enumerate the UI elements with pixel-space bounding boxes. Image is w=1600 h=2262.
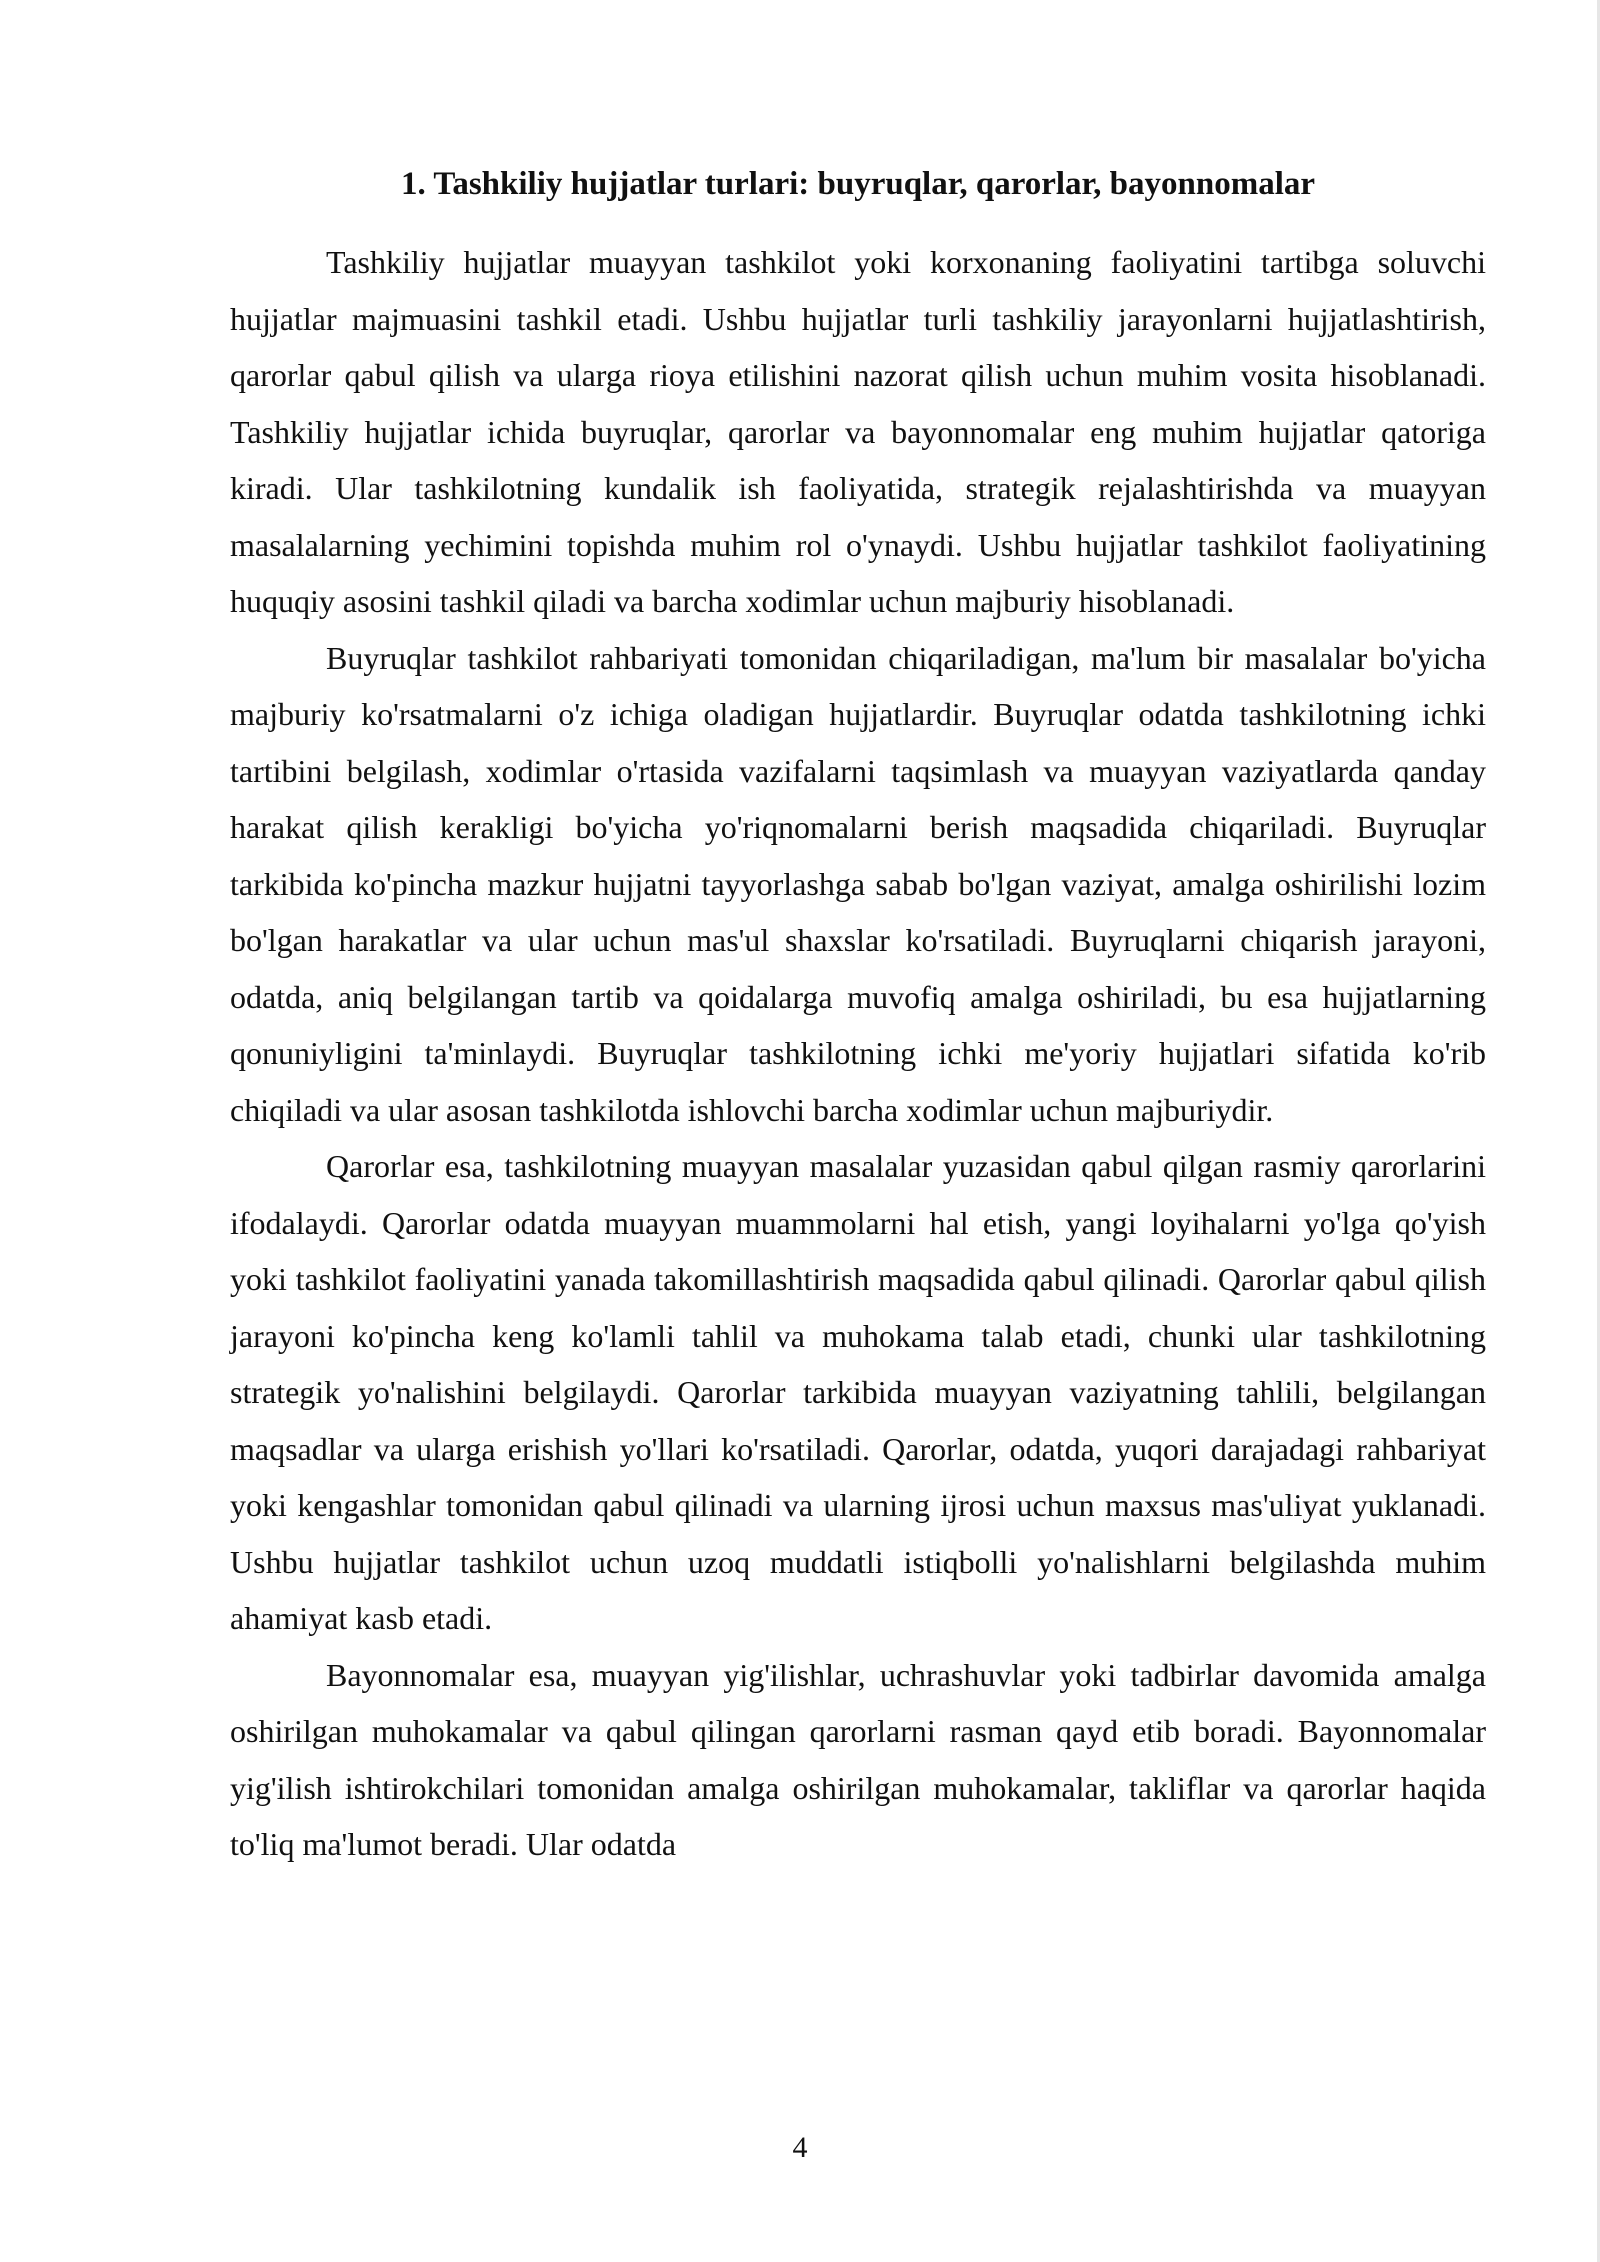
- page-number: 4: [792, 2131, 808, 2164]
- paragraph-qarorlar: Qarorlar esa, tashkilotning muayyan masalalar yuzasidan qabul qilgan rasmiy qarorlarini ifodalaydi. Qarorlar odatda muayyan muammolarni hal etish, yangi loyihalarni yo'lga qo'yish yoki tashkilot faoliyatini yanada takomillashtirish maqsadida qabul qilinadi. Qarorlar qabul qilish jarayoni ko'pincha keng ko'lamli tahlil va muhokama talab etadi, chunki ular tashkilotning strategik yo'nalishini belgilaydi. Qarorlar tarkibida muayyan vaziyatning tahlili, belgilangan maqsadlar va ularga erishish yo'llari ko'rsatiladi. Qarorlar, odatda, yuqori darajadagi rahbariyat yoki kengashlar tomonidan qabul qilinadi va ularning ijrosi uchun maxsus mas'uliyat yuklanadi. Ushbu hujjatlar tashkilot uchun uzoq muddatli istiqbolli yo'nalishlarni belgilashda muhim ahamiyat kasb etadi.: [230, 1148, 1486, 1636]
- paragraph-intro: Tashkiliy hujjatlar muayyan tashkilot yoki korxonaning faoliyatini tartibga soluvchi hujjatlar majmuasini tashkil etadi. Ushbu hujjatlar turli tashkiliy jarayonlarni hujjatlashtirish, qarorlar qabul qilish va ularga rioya etilishini nazorat qilish uchun muhim vosita hisoblanadi. Tashkiliy hujjatlar ichida buyruqlar, qarorlar va bayonnomalar eng muhim hujjatlar qatoriga kiradi. Ular tashkilotning kundalik ish faoliyatida, strategik rejalashtirishda va muayyan masalalarning yechimini topishda muhim rol o'ynaydi. Ushbu hujjatlar tashkilot faoliyatining huquqiy asosini tashkil qiladi va barcha xodimlar uchun majburiy hisoblanadi.: [230, 244, 1486, 619]
- section-heading: 1. Tashkiliy hujjatlar turlari: buyruqlar, qarorlar, bayonnomalar: [400, 166, 1316, 202]
- page-content: [230, 160, 1486, 1873]
- paragraph-bayonnomalar: Bayonnomalar esa, muayyan yig'ilishlar, uchrashuvlar yoki tadbirlar davomida amalga oshirilgan muhokamalar va qabul qilingan qarorlarni rasman qayd etib boradi. Bayonnomalar yig'ilish ishtirokchilari tomonidan amalga oshirilgan muhokamalar, takliflar va qarorlar haqida to'liq ma'lumot beradi. Ular odatda: [230, 1656, 1486, 1862]
- paragraph-buyruqlar: Buyruqlar tashkilot rahbariyati tomonidan chiqariladigan, ma'lum bir masalalar bo'yicha majburiy ko'rsatmalarni o'z ichiga oladigan hujjatlardir. Buyruqlar odatda tashkilotning ichki tartibini belgilash, xodimlar o'rtasida vazifalarni taqsimlash va muayyan vaziyatlarda qanday harakat qilish kerakligi bo'yicha yo'riqnomalarni berish maqsadida chiqariladi. Buyruqlar tarkibida ko'pincha mazkur hujjatni tayyorlashga sabab bo'lgan vaziyat, amalga oshirilishi lozim bo'lgan harakatlar va ular uchun mas'ul shaxslar ko'rsatiladi. Buyruqlarni chiqarish jarayoni, odatda, aniq belgilangan tartib va qoidalarga muvofiq amalga oshiriladi, bu esa hujjatlarning qonuniyligini ta'minlaydi. Buyruqlar tashkilotning ichki me'yoriy hujjatlari sifatida ko'rib chiqiladi va ular asosan tashkilotda ishlovchi barcha xodimlar uchun majburiydir.: [230, 639, 1486, 1128]
